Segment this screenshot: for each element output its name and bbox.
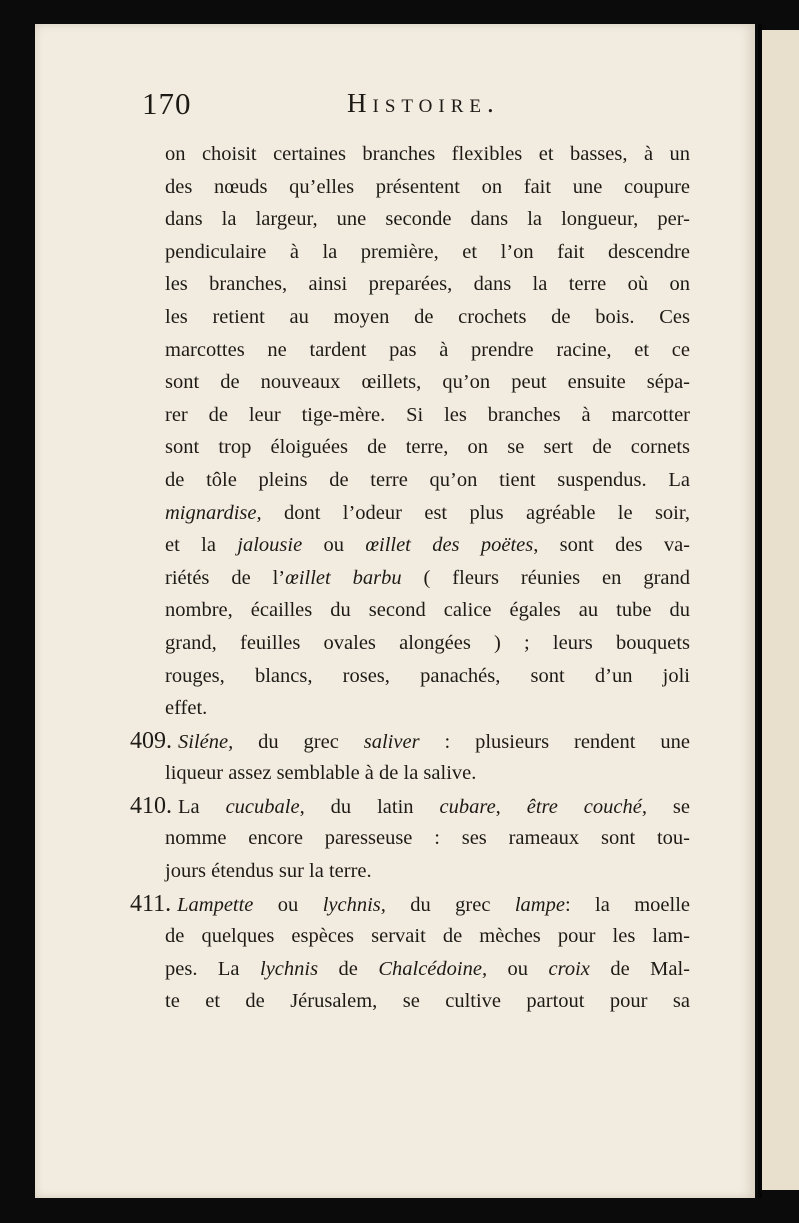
text-run: ou <box>487 957 549 980</box>
entry-number: 409. <box>130 727 172 754</box>
entry-heading-text <box>178 796 690 818</box>
entry-number: 410. <box>130 792 172 819</box>
text-line: liqueur assez semblable à de la salive. <box>165 762 477 785</box>
text-line: sont trop éloiguées de terre, on se sert de cornets <box>165 436 690 459</box>
text-run: , du latin <box>299 795 440 818</box>
body-text <box>130 138 690 1018</box>
italic-term: jalousie <box>237 534 303 557</box>
text-run: du grec <box>385 893 515 916</box>
italic-term: mignardise, <box>165 501 262 524</box>
text-run: , sont des va- <box>533 534 690 557</box>
text-run: ou <box>253 893 323 916</box>
text-run: riétés de l’ <box>165 566 286 589</box>
text-line: on choisit certaines branches flexibles et basses, à un <box>165 143 690 165</box>
entry-411 <box>130 888 690 1018</box>
text-run: pes. La <box>165 957 260 980</box>
text-run: du grec <box>233 730 364 753</box>
text-line: de tôle pleins de terre qu’on tient suspendus. La <box>165 468 690 491</box>
text-run: ou <box>302 534 366 557</box>
text-line: rouges, blancs, roses, panachés, sont d’un joli <box>165 664 690 687</box>
continuation-paragraph <box>130 138 690 725</box>
text-line: nomme encore paresseuse : ses rameaux sont tou- <box>165 827 690 850</box>
text-line: marcottes ne tardent pas à prendre racine, et ce <box>165 338 690 361</box>
italic-term: cucubale <box>225 795 300 818</box>
text-run: : plusieurs rendent une <box>419 730 690 753</box>
italic-term: œillet barbu <box>285 566 402 589</box>
running-title: Histoire. <box>347 88 500 118</box>
text-run: La <box>178 795 226 818</box>
entry-first-line <box>130 725 690 758</box>
italic-term: lychnis, <box>322 893 386 916</box>
text-line: nombre, écailles du second calice égales au tube du <box>165 599 690 622</box>
italic-term: Siléne, <box>178 730 234 753</box>
page-number: 170 <box>142 86 192 121</box>
italic-term: cubare <box>439 795 496 818</box>
page-header <box>142 86 682 134</box>
text-line <box>130 562 690 595</box>
next-page-edge <box>762 30 799 1190</box>
text-line: rer de leur tige-mère. Si les branches à marcotter <box>165 403 690 426</box>
italic-term: Lampette <box>177 893 254 916</box>
entry-first-line <box>130 888 690 921</box>
text-run: et la <box>165 534 238 557</box>
text-run: se <box>646 795 690 818</box>
entry-number: 411. <box>130 890 172 917</box>
italic-term: saliver <box>363 730 420 753</box>
entry-409 <box>130 725 690 790</box>
text-run: : la moelle <box>564 893 690 916</box>
text-line: des nœuds qu’elles présentent on fait une coupure <box>165 175 690 198</box>
text-line: jours étendus sur la terre. <box>165 860 372 883</box>
text-line: les retient au moyen de crochets de bois. Ces <box>165 305 690 328</box>
italic-term: croix <box>548 957 590 980</box>
text-line: grand, feuilles ovales alongées ) ; leurs bouquets <box>165 631 690 654</box>
text-run: de Mal- <box>589 957 690 980</box>
text-line: pendiculaire à la première, et l’on fait descendre <box>165 240 690 263</box>
text-line <box>130 497 690 530</box>
italic-term: œillet des poëtes <box>365 534 534 557</box>
italic-term: être couché, <box>526 795 647 818</box>
text-run: , <box>495 795 527 818</box>
italic-term: lychnis <box>260 957 319 980</box>
text-run: de <box>318 957 379 980</box>
text-line: te et de Jérusalem, se cultive partout pour sa <box>165 990 690 1013</box>
text-line: de quelques espèces servait de mèches pour les lam- <box>165 925 690 948</box>
italic-term: lampe <box>514 893 565 916</box>
entry-heading-text <box>177 894 690 916</box>
text-line: dans la largeur, une seconde dans la longueur, per- <box>165 208 690 231</box>
text-run: ( fleurs réunies en grand <box>401 566 690 589</box>
page-gutter-shadow <box>758 24 762 1198</box>
entry-first-line <box>130 790 690 823</box>
text-line: les branches, ainsi preparées, dans la terre où on <box>165 273 690 296</box>
text-line: sont de nouveaux œillets, qu’on peut ensuite sépa- <box>165 371 690 394</box>
entry-410 <box>130 790 690 888</box>
text-line <box>130 953 690 986</box>
entry-heading-text <box>178 731 690 753</box>
text-run: dont l’odeur est plus agréable le soir, <box>261 501 690 524</box>
text-line: effet. <box>165 697 208 720</box>
text-line <box>130 529 690 562</box>
italic-term: Chalcédoine, <box>378 957 488 980</box>
